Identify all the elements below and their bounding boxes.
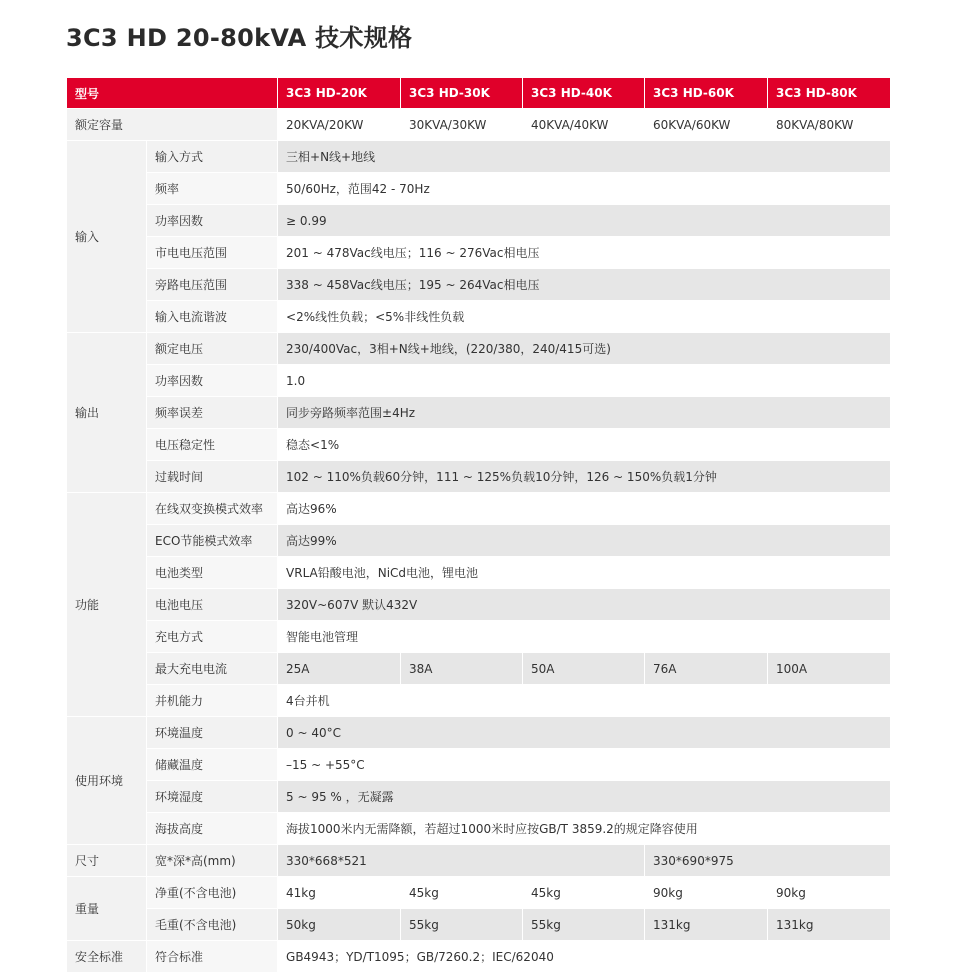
cell-value: 1.0	[278, 365, 891, 397]
table-row	[67, 557, 891, 589]
row-label: 毛重(不含电池)	[147, 909, 278, 941]
row-label: 输入电流谐波	[147, 301, 278, 333]
cell-value: 131kg	[645, 909, 768, 941]
group-label: 重量	[67, 877, 147, 941]
cell-value: 76A	[645, 653, 768, 685]
row-label: 市电电压范围	[147, 237, 278, 269]
cell-value: GB4943；YD/T1095；GB/7260.2；IEC/62040	[278, 941, 891, 973]
table-row	[67, 397, 891, 429]
cell-value: 201 ~ 478Vac线电压；116 ~ 276Vac相电压	[278, 237, 891, 269]
cell-value: 38A	[401, 653, 523, 685]
row-label: 功率因数	[147, 365, 278, 397]
cell-value: 338 ~ 458Vac线电压；195 ~ 264Vac相电压	[278, 269, 891, 301]
cell-value: 0 ~ 40°C	[278, 717, 891, 749]
header-row	[67, 78, 891, 109]
group-label: 输入	[67, 141, 147, 333]
row-label: 环境湿度	[147, 781, 278, 813]
table-row	[67, 589, 891, 621]
group-label: 尺寸	[67, 845, 147, 877]
cell-value: 4台并机	[278, 685, 891, 717]
table-row	[67, 333, 891, 365]
table-row	[67, 461, 891, 493]
table-row	[67, 525, 891, 557]
cell-value: 高达96%	[278, 493, 891, 525]
table-row	[67, 909, 891, 941]
cell-value: 海拔1000米内无需降额，若超过1000米时应按GB/T 3859.2的规定降容使用	[278, 813, 891, 845]
cell-value: 45kg	[523, 877, 645, 909]
table-row	[67, 237, 891, 269]
row-label: 功率因数	[147, 205, 278, 237]
model-name: 3C3 HD-40K	[523, 78, 645, 109]
cell-value: 40KVA/40KW	[523, 109, 645, 141]
model-name: 3C3 HD-80K	[768, 78, 891, 109]
row-label: 符合标准	[147, 941, 278, 973]
table-row	[67, 173, 891, 205]
table-row	[67, 429, 891, 461]
cell-value: 智能电池管理	[278, 621, 891, 653]
cell-value: <2%线性负载；<5%非线性负载	[278, 301, 891, 333]
cell-value: 330*690*975	[645, 845, 891, 877]
model-name: 3C3 HD-30K	[401, 78, 523, 109]
cell-value: 45kg	[401, 877, 523, 909]
row-label: 环境温度	[147, 717, 278, 749]
row-label: ECO节能模式效率	[147, 525, 278, 557]
table-row	[67, 717, 891, 749]
table-row	[67, 109, 891, 141]
cell-value: 80KVA/80KW	[768, 109, 891, 141]
cell-value: 102 ~ 110%负载60分钟，111 ~ 125%负载10分钟，126 ~ 150%负载1分钟	[278, 461, 891, 493]
table-row	[67, 781, 891, 813]
cell-value: 55kg	[401, 909, 523, 941]
cell-value: 50/60Hz，范围42 - 70Hz	[278, 173, 891, 205]
model-name: 3C3 HD-20K	[278, 78, 401, 109]
cell-value: 高达99%	[278, 525, 891, 557]
row-label: 频率误差	[147, 397, 278, 429]
cell-value: 20KVA/20KW	[278, 109, 401, 141]
table-row	[67, 205, 891, 237]
table-row	[67, 621, 891, 653]
model-name: 3C3 HD-60K	[645, 78, 768, 109]
cell-value: 25A	[278, 653, 401, 685]
row-label: 额定容量	[67, 109, 278, 141]
spec-table	[66, 77, 891, 973]
model-label: 型号	[67, 78, 278, 109]
cell-value: 30KVA/30KW	[401, 109, 523, 141]
table-row	[67, 653, 891, 685]
cell-value: VRLA铅酸电池，NiCd电池，锂电池	[278, 557, 891, 589]
table-row	[67, 749, 891, 781]
row-label: 过载时间	[147, 461, 278, 493]
row-label: 并机能力	[147, 685, 278, 717]
cell-value: 稳态<1%	[278, 429, 891, 461]
row-label: 频率	[147, 173, 278, 205]
table-row	[67, 301, 891, 333]
table-row	[67, 365, 891, 397]
cell-value: 同步旁路频率范围±4Hz	[278, 397, 891, 429]
group-label: 功能	[67, 493, 147, 717]
cell-value: 330*668*521	[278, 845, 645, 877]
table-row	[67, 269, 891, 301]
cell-value: 131kg	[768, 909, 891, 941]
row-label: 宽*深*高(mm)	[147, 845, 278, 877]
row-label: 电压稳定性	[147, 429, 278, 461]
cell-value: 60KVA/60KW	[645, 109, 768, 141]
cell-value: 5 ~ 95 % ，无凝露	[278, 781, 891, 813]
page-title: 3C3 HD 20-80kVA 技术规格	[66, 24, 413, 52]
row-label: 电池类型	[147, 557, 278, 589]
cell-value: 55kg	[523, 909, 645, 941]
group-label: 输出	[67, 333, 147, 493]
table-row	[67, 685, 891, 717]
row-label: 充电方式	[147, 621, 278, 653]
cell-value: 90kg	[645, 877, 768, 909]
row-label: 储藏温度	[147, 749, 278, 781]
row-label: 在线双变换模式效率	[147, 493, 278, 525]
cell-value: 41kg	[278, 877, 401, 909]
table-row	[67, 141, 891, 173]
cell-value: ≥ 0.99	[278, 205, 891, 237]
row-label: 最大充电电流	[147, 653, 278, 685]
cell-value: 50A	[523, 653, 645, 685]
row-label: 净重(不含电池)	[147, 877, 278, 909]
cell-value: 90kg	[768, 877, 891, 909]
group-label: 安全标准	[67, 941, 147, 973]
cell-value: –15 ~ +55°C	[278, 749, 891, 781]
cell-value: 50kg	[278, 909, 401, 941]
table-row	[67, 941, 891, 973]
table-row	[67, 877, 891, 909]
table-row	[67, 493, 891, 525]
table-row	[67, 845, 891, 877]
cell-value: 230/400Vac，3相+N线+地线，(220/380，240/415可选)	[278, 333, 891, 365]
group-label: 使用环境	[67, 717, 147, 845]
cell-value: 100A	[768, 653, 891, 685]
row-label: 旁路电压范围	[147, 269, 278, 301]
cell-value: 三相+N线+地线	[278, 141, 891, 173]
row-label: 输入方式	[147, 141, 278, 173]
row-label: 电池电压	[147, 589, 278, 621]
cell-value: 320V~607V 默认432V	[278, 589, 891, 621]
table-row	[67, 813, 891, 845]
row-label: 额定电压	[147, 333, 278, 365]
row-label: 海拔高度	[147, 813, 278, 845]
